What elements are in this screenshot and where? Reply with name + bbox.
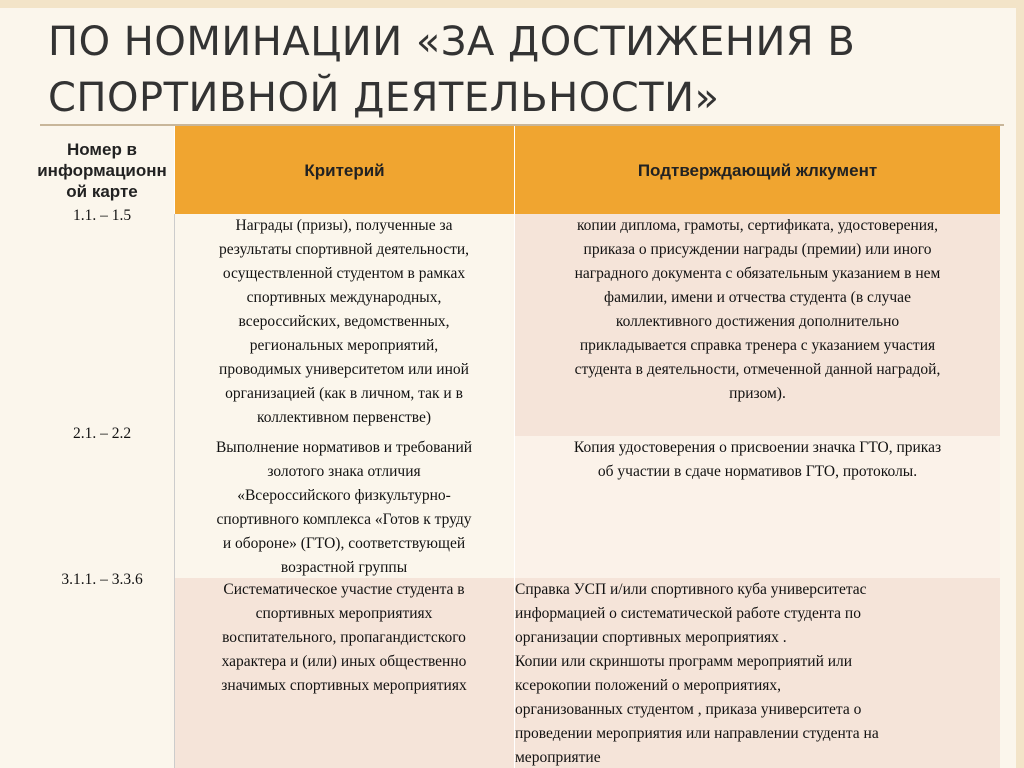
row-number: 2.1. – 2.2: [72, 425, 132, 442]
row-criterion: Систематическое участие студента в спортивных мероприятиях воспитательного, пропагандистского характера и (или) иных общественно значимых спортивных мероприятиях: [174, 578, 514, 768]
column-divider: [174, 214, 175, 768]
table-row: [30, 571, 1000, 768]
header-number: Номер в информационн ой карте: [30, 126, 174, 214]
frame-right-border: [1016, 0, 1024, 768]
row-number: 1.1. – 1.5: [72, 207, 132, 224]
row-document: Копия удостоверения о присвоении значка ГТО, приказ об участии в сдаче нормативов ГТО, протоколы.: [514, 436, 1000, 578]
header-document: Подтверждающий жлкумент: [514, 126, 1000, 214]
slide-title: ПО НОМИНАЦИИ «ЗА ДОСТИЖЕНИЯ В СПОРТИВНОЙ ДЕЯТЕЛЬНОСТИ»: [48, 19, 856, 121]
row-number: 3.1.1. – 3.3.6: [61, 571, 143, 588]
table-header: [30, 126, 1000, 214]
row-criterion: Выполнение нормативов и требований золотого знака отличия «Всероссийского физкультурно- спортивного комплекса «Готов к труду и обороне» (ГТО), соответствующей возрастной группы: [174, 436, 514, 578]
row-document: копии диплома, грамоты, сертификата, удостоверения, приказа о присуждении награды (премии) или иного наградного документа с обязательным указанием в нем фамилии, имени и отчества студента (в случае коллективного достижения дополнительно прикладывается справка тренера с указанием участия студента в деятельности, отмеченной данной наградой, призом).: [514, 214, 1000, 436]
table-row: [30, 207, 1000, 436]
header-criterion: Критерий: [174, 126, 514, 214]
table-row: [30, 425, 1000, 578]
criteria-table: [30, 126, 1000, 768]
frame-top-border: [0, 0, 1024, 8]
row-document: Справка УСП и/или спортивного куба университетас информацией о систематической работе студента по организации спортивных мероприятиях . Копии или скриншоты программ мероприятий или ксерокопии положений о мероприятиях, организованных студентом , приказа университета о проведении мероприятия или направлении студента на мероприятие: [514, 578, 1000, 768]
row-criterion: Награды (призы), полученные за результаты спортивной деятельности, осуществленной студентом в рамках спортивных международных, всероссийских, ведомственных, региональных мероприятий, проводимых университетом или иной организацией (как в личном, так и в коллективном первенстве): [174, 214, 514, 436]
